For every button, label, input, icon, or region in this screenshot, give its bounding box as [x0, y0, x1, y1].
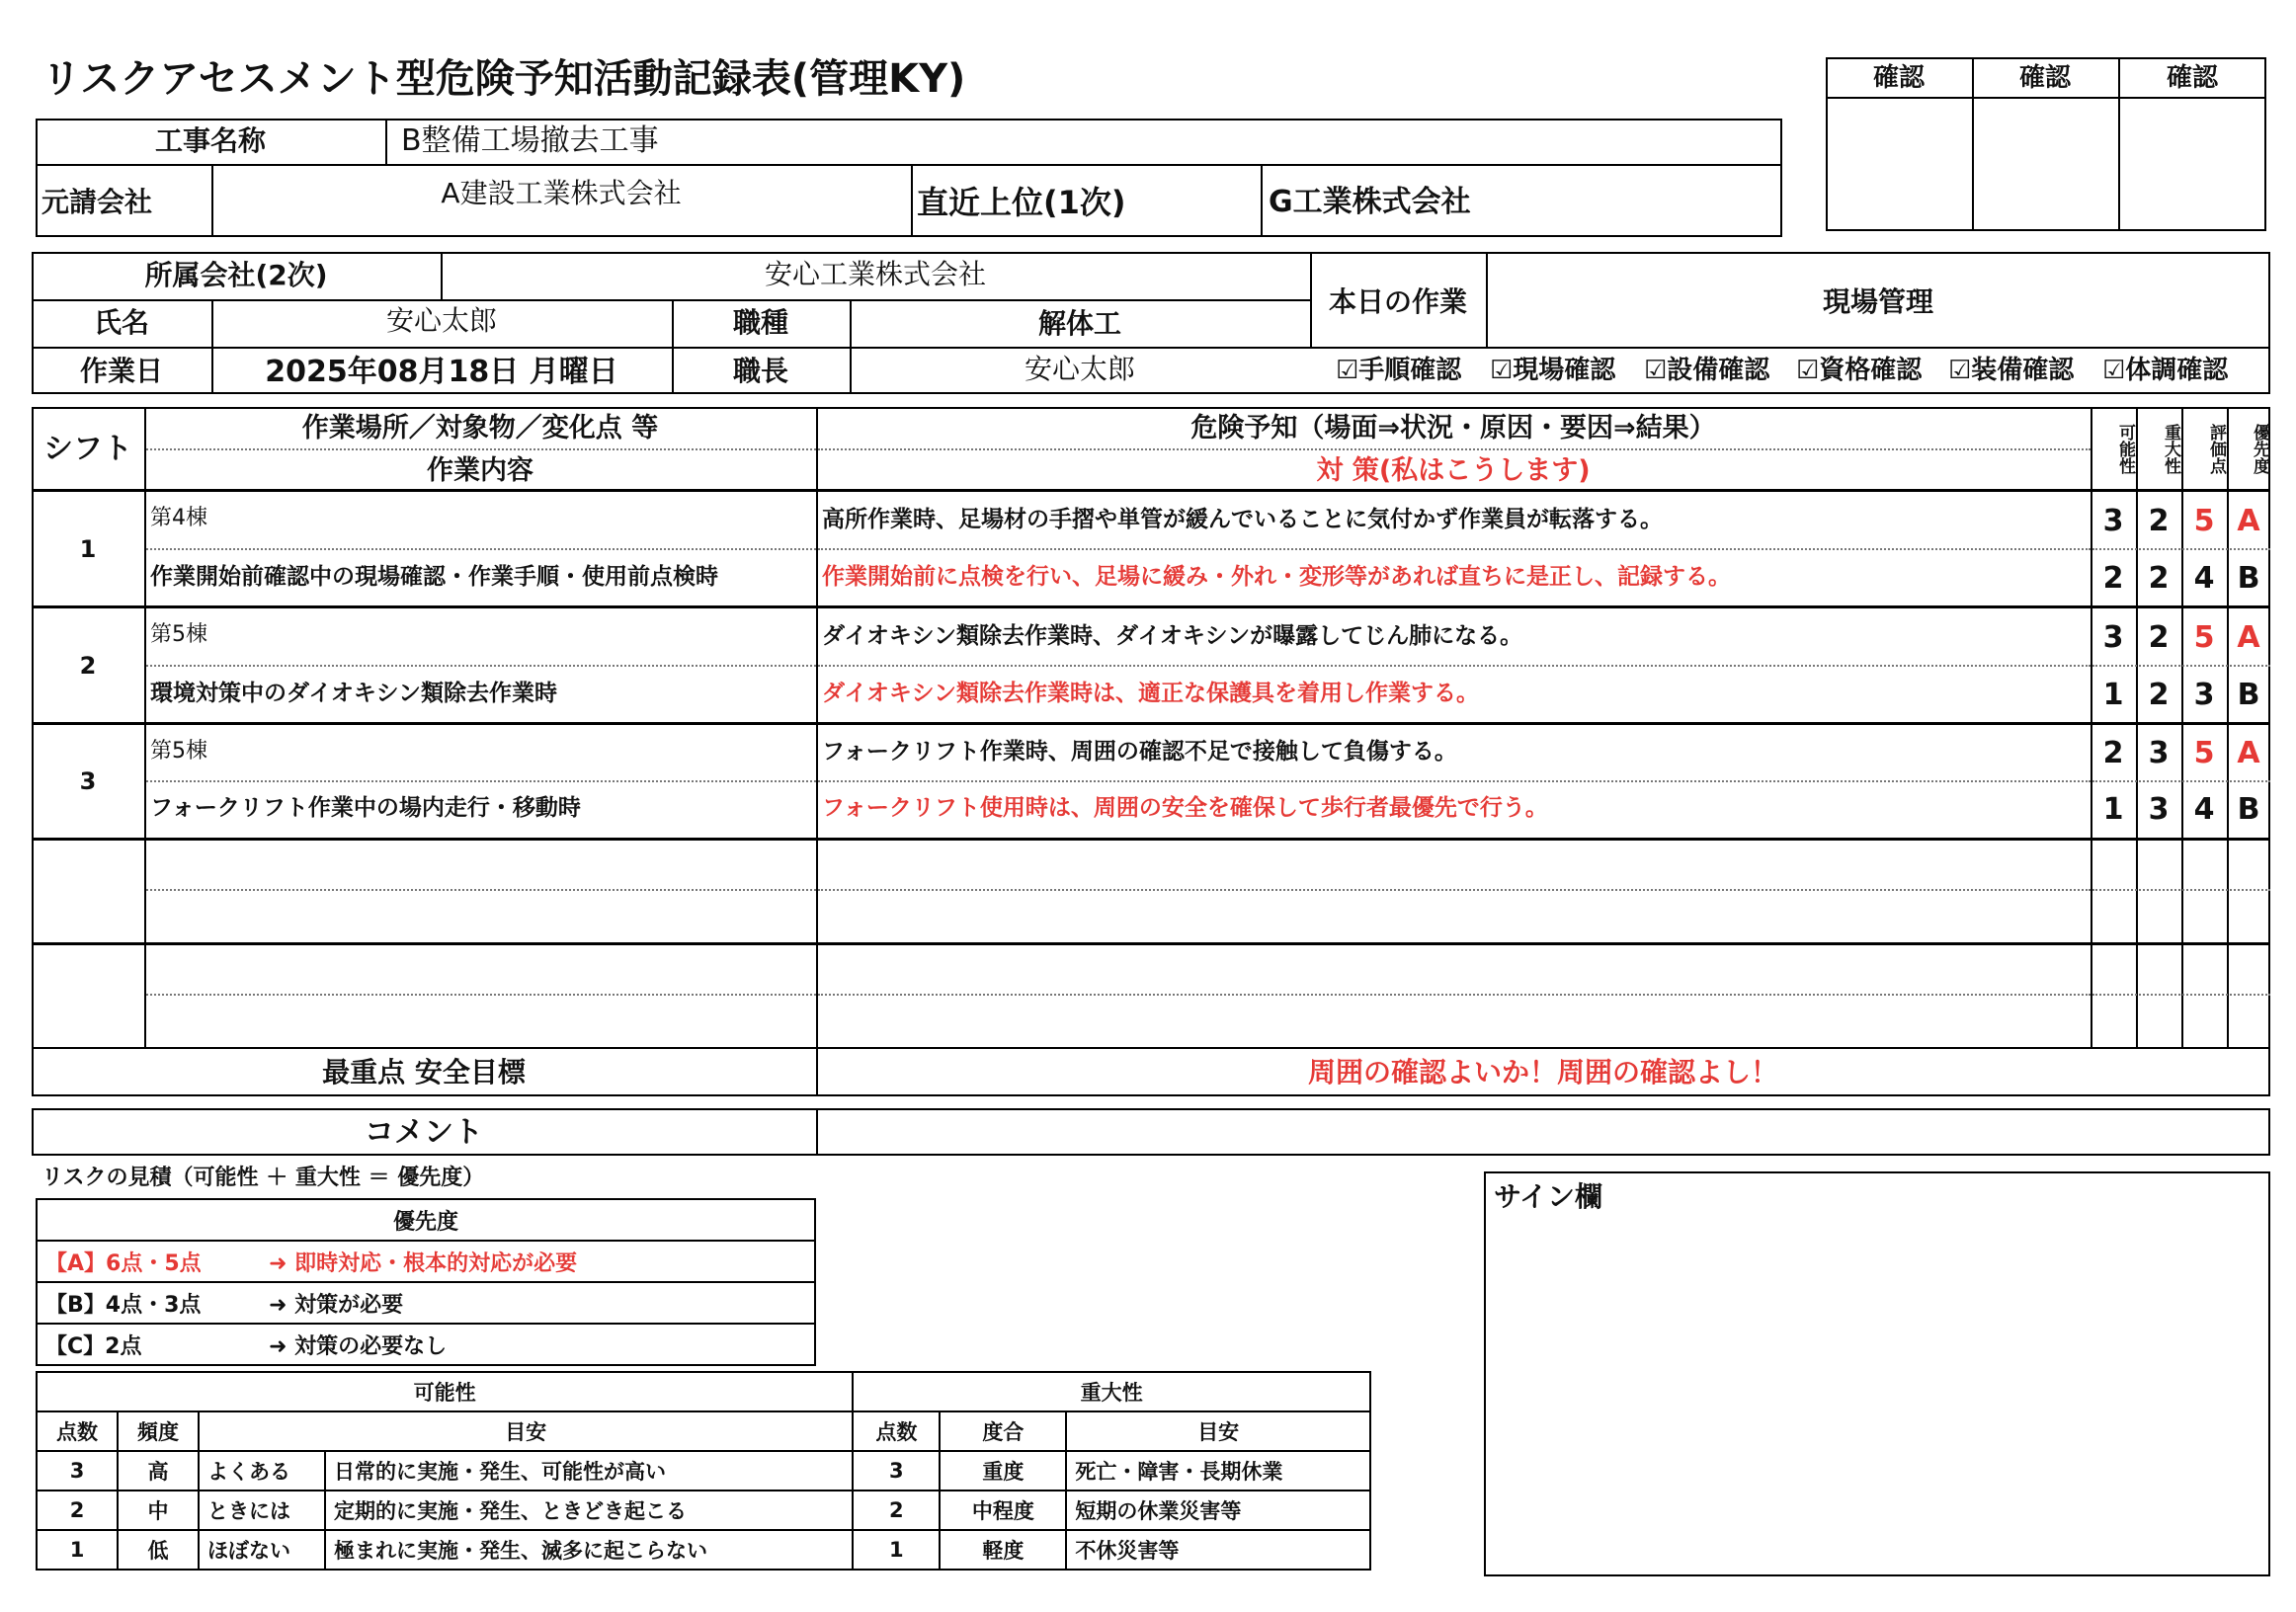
shift-2-hazard-severity: 2 — [2148, 620, 2170, 655]
possibility-row-2-frequency: 中 — [118, 1491, 199, 1530]
shift-2-hazard-evaluation: 5 — [2193, 620, 2215, 655]
priority-legend — [36, 1198, 816, 1366]
severity-col-degree: 度合 — [940, 1411, 1066, 1451]
severity-row-1-score: 1 — [853, 1530, 940, 1570]
shift-header: シフト — [43, 432, 132, 466]
possibility-row-2-term: ときには — [199, 1491, 325, 1530]
foreman-value[interactable]: 安心太郎 — [1024, 353, 1135, 385]
page-title: リスクアセスメント型危険予知活動記録表(管理KY) — [41, 56, 966, 102]
confirm-stamp-2[interactable] — [1974, 99, 2116, 229]
possibility-row-2-score: 2 — [37, 1491, 118, 1530]
upper-contractor-value[interactable]: G工業株式会社 — [1269, 185, 1471, 219]
priority-a-grade: 【A】6点・5点 — [37, 1241, 261, 1282]
confirm-label-2: 確認 — [2018, 63, 2071, 93]
job-type-value[interactable]: 解体工 — [1037, 307, 1121, 340]
confirm-label-3: 確認 — [2166, 63, 2218, 93]
possibility-col-guide: 目安 — [199, 1411, 853, 1451]
possibility-row-1-guide: 極まれに実施・発生、滅多に起こらない — [325, 1530, 853, 1570]
shift-2-number: 2 — [79, 652, 97, 680]
possibility-row-3-guide: 日常的に実施・発生、可能性が高い — [325, 1451, 853, 1491]
shift-2-place[interactable]: 第5棟 — [150, 622, 207, 647]
score-header-possibility: 可能性 — [2115, 423, 2135, 474]
foreman-label: 職長 — [732, 355, 788, 387]
check-procedure[interactable]: ☑手順確認 — [1336, 356, 1462, 385]
shift-3-measure-possibility: 1 — [2102, 792, 2124, 827]
check-equipment[interactable]: ☑設備確認 — [1644, 356, 1770, 385]
project-label: 工事名称 — [154, 124, 266, 157]
project-value[interactable]: B整備工場撤去工事 — [401, 123, 659, 158]
possibility-header: 可能性 — [37, 1372, 853, 1411]
possibility-row-1-score: 1 — [37, 1530, 118, 1570]
severity-row-2-degree: 中程度 — [940, 1491, 1066, 1530]
shift-1-hazard-severity: 2 — [2148, 504, 2170, 538]
shift-1-hazard-priority: A — [2237, 504, 2260, 538]
sign-label: サイン欄 — [1494, 1180, 1603, 1213]
possibility-severity-legend — [36, 1371, 1371, 1571]
shift-3-measure-evaluation: 4 — [2193, 792, 2215, 827]
severity-row-2-guide: 短期の休業災害等 — [1066, 1491, 1370, 1530]
shift-2-hazard[interactable]: ダイオキシン類除去作業時、ダイオキシンが曝露してじん肺になる。 — [822, 623, 1523, 649]
confirm-stamp-1[interactable] — [1828, 99, 1970, 229]
risk-estimate-note: リスクの見積（可能性 ＋ 重大性 ＝ 優先度） — [41, 1166, 485, 1190]
shift-3-hazard-priority: A — [2237, 736, 2260, 770]
shift-2-measure[interactable]: ダイオキシン類除去作業時は、適正な保護具を着用し作業する。 — [822, 681, 1480, 706]
severity-col-guide: 目安 — [1066, 1411, 1370, 1451]
affiliation-value[interactable]: 安心工業株式会社 — [764, 258, 986, 290]
content-header: 作業内容 — [427, 455, 533, 486]
affiliation-label: 所属会社(2次) — [144, 259, 328, 291]
shift-1-measure[interactable]: 作業開始前に点検を行い、足場に緩み・外れ・変形等があれば直ちに是正し、記録する。 — [822, 564, 1731, 590]
severity-row-3-guide: 死亡・障害・長期休業 — [1066, 1451, 1370, 1491]
severity-row-3-score: 3 — [853, 1451, 940, 1491]
shift-3-measure[interactable]: フォークリフト使用時は、周囲の安全を確保して歩行者最優先で行う。 — [822, 795, 1548, 821]
severity-header: 重大性 — [853, 1372, 1370, 1411]
check-site[interactable]: ☑現場確認 — [1490, 356, 1616, 385]
shift-1-hazard-evaluation: 5 — [2193, 504, 2215, 538]
upper-contractor-label: 直近上位(1次) — [917, 184, 1126, 221]
priority-c-grade: 【C】2点 — [37, 1324, 261, 1365]
empty-row-5-entry[interactable] — [146, 946, 814, 1045]
shift-3-measure-severity: 3 — [2148, 792, 2170, 827]
name-label: 氏名 — [93, 306, 149, 339]
shift-2-measure-possibility: 1 — [2102, 678, 2124, 712]
possibility-row-3-term: よくある — [199, 1451, 325, 1491]
confirm-label-1: 確認 — [1872, 63, 1925, 93]
possibility-row-1-term: ほぼない — [199, 1530, 325, 1570]
job-type-label: 職種 — [732, 306, 788, 339]
severity-col-score: 点数 — [853, 1411, 940, 1451]
priority-b-desc: ➜ 対策が必要 — [261, 1282, 815, 1324]
shift-3-measure-priority: B — [2237, 792, 2260, 827]
priority-c-desc: ➜ 対策の必要なし — [261, 1324, 815, 1365]
empty-row-4-entry[interactable] — [146, 842, 814, 940]
shift-1-place[interactable]: 第4棟 — [150, 506, 207, 530]
possibility-col-frequency: 頻度 — [118, 1411, 199, 1451]
check-health[interactable]: ☑体調確認 — [2102, 356, 2229, 385]
safety-goal-label: 最重点 安全目標 — [322, 1056, 526, 1088]
sign-area[interactable] — [1484, 1171, 2270, 1576]
today-work-label: 本日の作業 — [1328, 285, 1467, 318]
shift-1-measure-priority: B — [2237, 561, 2260, 596]
shift-1-hazard[interactable]: 高所作業時、足場材の手摺や単管が緩んでいることに気付かず作業員が転落する。 — [822, 507, 1663, 532]
confirm-stamp-3[interactable] — [2120, 99, 2264, 229]
shift-2-measure-severity: 2 — [2148, 678, 2170, 712]
work-date-label: 作業日 — [79, 355, 163, 387]
priority-b-grade: 【B】4点・3点 — [37, 1282, 261, 1324]
shift-2-hazard-possibility: 3 — [2102, 620, 2124, 655]
score-header-evaluation: 評価点 — [2206, 423, 2226, 474]
shift-2-content[interactable]: 環境対策中のダイオキシン類除去作業時 — [150, 681, 558, 706]
score-header-priority: 優先度 — [2250, 423, 2269, 474]
measure-header: 対 策(私はこうします) — [1316, 455, 1591, 486]
shift-1-measure-severity: 2 — [2148, 561, 2170, 596]
possibility-col-score: 点数 — [37, 1411, 118, 1451]
shift-3-hazard-evaluation: 5 — [2193, 736, 2215, 770]
prime-contractor-label: 元請会社 — [41, 186, 153, 218]
shift-3-content[interactable]: フォークリフト作業中の場内走行・移動時 — [150, 795, 581, 821]
shift-1-number: 1 — [79, 535, 97, 563]
shift-1-hazard-possibility: 3 — [2102, 504, 2124, 538]
possibility-row-3-score: 3 — [37, 1451, 118, 1491]
shift-2-measure-priority: B — [2237, 678, 2260, 712]
shift-1-measure-possibility: 2 — [2102, 561, 2124, 596]
severity-row-1-guide: 不休災害等 — [1066, 1530, 1370, 1570]
priority-legend-header: 優先度 — [37, 1199, 815, 1241]
possibility-row-2-guide: 定期的に実施・発生、ときどき起こる — [325, 1491, 853, 1530]
today-work-value[interactable]: 現場管理 — [1822, 285, 1933, 318]
place-header: 作業場所／対象物／変化点 等 — [301, 413, 659, 443]
priority-a-desc: ➜ 即時対応・根本的対応が必要 — [261, 1241, 815, 1282]
check-gear[interactable]: ☑装備確認 — [1948, 356, 2075, 385]
severity-row-1-degree: 軽度 — [940, 1530, 1066, 1570]
shift-3-hazard-possibility: 2 — [2102, 736, 2124, 770]
shift-3-hazard[interactable]: フォークリフト作業時、周囲の確認不足で接触して負傷する。 — [822, 739, 1457, 765]
shift-3-place[interactable]: 第5棟 — [150, 739, 207, 764]
shift-1-measure-evaluation: 4 — [2193, 561, 2215, 596]
check-qualification[interactable]: ☑資格確認 — [1796, 356, 1923, 385]
shift-2-measure-evaluation: 3 — [2193, 678, 2215, 712]
shift-3-number: 3 — [79, 767, 97, 795]
score-header-severity: 重大性 — [2161, 423, 2180, 474]
severity-row-2-score: 2 — [853, 1491, 940, 1530]
prime-contractor-value[interactable]: A建設工業株式会社 — [441, 177, 682, 209]
hazard-header: 危険予知（場面⇒状況・原因・要因⇒結果） — [1190, 413, 1716, 443]
shift-3-hazard-severity: 3 — [2148, 736, 2170, 770]
possibility-row-1-frequency: 低 — [118, 1530, 199, 1570]
name-value[interactable]: 安心太郎 — [385, 304, 497, 337]
shift-2-hazard-priority: A — [2237, 620, 2260, 655]
possibility-row-3-frequency: 高 — [118, 1451, 199, 1491]
shift-1-content[interactable]: 作業開始前確認中の現場確認・作業手順・使用前点検時 — [150, 564, 718, 590]
comment-label: コメント — [365, 1115, 483, 1150]
safety-goal-value[interactable]: 周囲の確認よいか！周囲の確認よし！ — [1307, 1056, 1778, 1088]
work-date-value[interactable]: 2025年08月18日 月曜日 — [265, 355, 618, 389]
severity-row-3-degree: 重度 — [940, 1451, 1066, 1491]
